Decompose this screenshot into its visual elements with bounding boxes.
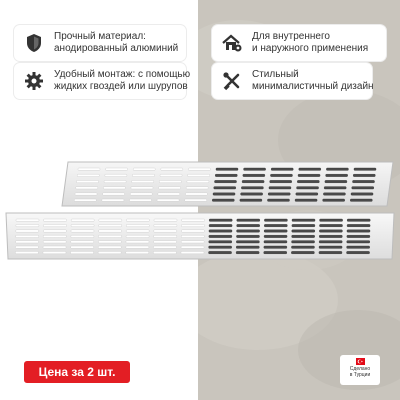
- feature-card-material: [14, 25, 186, 61]
- grille-slot: [71, 219, 94, 221]
- grille-slot: [353, 174, 375, 176]
- grille-slot: [71, 251, 94, 253]
- grille-slot: [299, 168, 321, 170]
- grille-slot: [43, 251, 66, 253]
- grille-slot: [270, 174, 292, 176]
- grille-slot: [209, 251, 232, 253]
- grille-slot: [181, 251, 204, 253]
- grille-slot: [319, 230, 342, 232]
- grille-slot: [103, 193, 125, 195]
- price-badge: [24, 361, 130, 383]
- grille-slot: [153, 251, 176, 253]
- grille-slot: [71, 241, 94, 243]
- grille-slot: [98, 241, 121, 243]
- feature-line: Удобный монтаж: с помощью: [54, 68, 191, 80]
- grille-slot: [77, 180, 99, 182]
- grille-slot: [243, 174, 265, 176]
- grille-slot: [188, 174, 210, 176]
- grille-slot: [319, 241, 342, 243]
- grille-slot: [319, 246, 342, 248]
- grille-slot: [209, 241, 232, 243]
- grille-slot: [296, 193, 318, 195]
- grille-slot: [297, 180, 319, 182]
- grille-slot: [98, 246, 121, 248]
- grille-slot: [291, 251, 314, 253]
- grille-slot: [181, 224, 204, 226]
- grille-slot: [154, 235, 177, 237]
- grille-slot: [75, 193, 97, 195]
- turkey-flag-icon: [356, 358, 365, 365]
- grille-slot: [161, 168, 183, 170]
- grille-slot: [236, 241, 259, 243]
- feature-card-mounting: [14, 63, 191, 99]
- grille-slot: [323, 193, 345, 195]
- grille-slot: [71, 235, 94, 237]
- grille-slot: [129, 199, 151, 201]
- made-in-line: в Турции: [349, 372, 371, 378]
- grille-slot: [98, 235, 121, 237]
- grille-slot: [126, 230, 149, 232]
- feature-line: минималистичный дизайн: [252, 81, 374, 92]
- grille-slot: [292, 241, 315, 243]
- grille-slot: [214, 187, 236, 189]
- grille-slot: [347, 219, 370, 221]
- grille-slot: [132, 174, 154, 176]
- grille-slot: [292, 219, 315, 221]
- grille-slot: [209, 219, 232, 221]
- grille-slot: [241, 193, 263, 195]
- feature-line: анодированный алюминий: [54, 43, 179, 54]
- grille-slot: [16, 224, 39, 226]
- house-icon: [220, 31, 244, 55]
- grille-slot: [292, 224, 315, 226]
- grille-slot: [99, 230, 122, 232]
- grille-slot: [154, 241, 177, 243]
- grille-slot: [154, 230, 177, 232]
- grille-slot: [326, 168, 348, 170]
- grille-slot: [154, 224, 177, 226]
- grille-slot: [159, 180, 181, 182]
- grille-slot: [267, 199, 289, 201]
- grille-slot: [264, 235, 287, 237]
- ventilation-grille-front: [4, 211, 396, 261]
- grille-slot: [215, 180, 237, 182]
- grille-slot: [126, 246, 149, 248]
- grille-slot: [159, 187, 181, 189]
- grille-slot: [324, 187, 346, 189]
- grille-slot: [102, 199, 124, 201]
- grille-slot: [43, 246, 66, 248]
- grille-slot: [126, 224, 149, 226]
- grille-slot: [298, 174, 320, 176]
- grille-slot: [130, 193, 152, 195]
- grille-slot: [268, 193, 290, 195]
- feature-card-design: [212, 63, 372, 99]
- grille-slot: [264, 230, 287, 232]
- grille-slot: [16, 219, 39, 221]
- feature-text-mounting: [54, 69, 190, 94]
- grille-slot: [236, 235, 259, 237]
- grille-slot: [133, 168, 155, 170]
- grille-slot: [292, 235, 315, 237]
- grille-slot: [126, 241, 149, 243]
- grille-slot: [105, 174, 127, 176]
- grille-slot: [237, 224, 260, 226]
- grille-slot: [15, 251, 38, 253]
- grille-slot: [158, 193, 180, 195]
- grille-slot: [212, 199, 234, 201]
- grille-slot: [295, 199, 317, 201]
- grille-slot: [353, 180, 375, 182]
- grille-slot: [209, 230, 232, 232]
- grille-slot: [350, 199, 372, 201]
- grille-slot: [351, 193, 373, 195]
- grille-slot: [264, 224, 287, 226]
- made-in-text: [350, 366, 371, 378]
- grille-slot: [347, 224, 370, 226]
- grille-slot: [181, 235, 204, 237]
- grille-slot: [236, 246, 259, 248]
- grille-slot: [237, 230, 260, 232]
- grille-slot: [347, 230, 370, 232]
- grille-slot: [131, 187, 153, 189]
- feature-text-usage: [252, 31, 368, 56]
- made-in-badge: [340, 355, 380, 385]
- grille-slot: [103, 187, 125, 189]
- grille-slot: [71, 246, 94, 248]
- grille-slot: [104, 180, 126, 182]
- grille-slot: [106, 168, 128, 170]
- grille-slot: [77, 174, 99, 176]
- grille-slot: [16, 230, 39, 232]
- grille-slot: [181, 241, 204, 243]
- grille-slot: [242, 180, 264, 182]
- grille-slot: [325, 180, 347, 182]
- feature-line: и наружного применения: [252, 43, 369, 54]
- grille-slot: [74, 199, 96, 201]
- grille-slot: [98, 251, 121, 253]
- grille-slot: [188, 168, 210, 170]
- grille-slot: [241, 187, 263, 189]
- grille-slot: [153, 246, 176, 248]
- grille-slot: [347, 235, 370, 237]
- grille-slot: [271, 168, 293, 170]
- grille-slot: [44, 219, 67, 221]
- grille-slot: [269, 187, 291, 189]
- grille-slot: [347, 251, 370, 253]
- gear-icon: [22, 69, 46, 93]
- feature-text-material: [54, 31, 178, 56]
- shield-icon: [22, 31, 46, 55]
- grille-slot: [154, 219, 177, 221]
- grille-slot: [319, 251, 342, 253]
- grille-slot: [76, 187, 98, 189]
- grille-slot: [323, 199, 345, 201]
- grille-slot: [157, 199, 179, 201]
- grille-slot: [126, 219, 149, 221]
- grille-slot: [182, 219, 205, 221]
- grille-slot: [264, 219, 287, 221]
- grille-slot: [216, 168, 238, 170]
- grille-slot: [43, 230, 66, 232]
- grille-slot: [181, 246, 204, 248]
- grille-slot: [160, 174, 182, 176]
- grille-slot: [244, 168, 266, 170]
- grille-slot: [215, 174, 237, 176]
- made-in-line: Сделано: [349, 366, 371, 372]
- grille-slot: [209, 246, 232, 248]
- grille-slot: [320, 219, 343, 221]
- grille-slot: [99, 219, 122, 221]
- grille-slot: [236, 251, 259, 253]
- ventilation-grille-back: [60, 160, 395, 210]
- grille-slot: [209, 235, 232, 237]
- grille-slot: [71, 224, 94, 226]
- grille-slot: [15, 246, 38, 248]
- grille-slot: [264, 251, 287, 253]
- grille-slot: [185, 199, 207, 201]
- grille-slot: [319, 235, 342, 237]
- grille-slot: [237, 219, 260, 221]
- feature-line: жидких гвоздей или шурупов: [54, 81, 188, 92]
- grille-slot: [347, 241, 370, 243]
- grille-slot: [132, 180, 154, 182]
- grille-slot: [354, 168, 376, 170]
- grille-slot: [181, 230, 204, 232]
- grille-slot: [43, 241, 66, 243]
- grille-slot: [78, 168, 100, 170]
- price-badge-label: Цена за 2 шт.: [38, 365, 116, 379]
- feature-line: Стильный: [252, 68, 299, 80]
- grille-slot: [16, 241, 39, 243]
- grille-slot: [187, 180, 209, 182]
- grille-slot: [71, 230, 94, 232]
- grille-slot: [213, 193, 235, 195]
- grille-slot: [186, 187, 208, 189]
- feature-line: Прочный материал:: [54, 30, 146, 42]
- grille-slot: [126, 251, 149, 253]
- grille-slot: [185, 193, 207, 195]
- grille-slot: [297, 187, 319, 189]
- grille-slot: [326, 174, 348, 176]
- feature-card-usage: [212, 25, 386, 61]
- grille-slot: [43, 224, 66, 226]
- grille-slot: [16, 235, 39, 237]
- grille-slot: [240, 199, 262, 201]
- grille-slot: [352, 187, 374, 189]
- grille-slot: [264, 241, 287, 243]
- grille-slot: [292, 230, 315, 232]
- tools-icon: [220, 69, 244, 93]
- feature-text-design: [252, 69, 374, 94]
- grille-slot: [209, 224, 232, 226]
- grille-slot: [291, 246, 314, 248]
- grille-slot: [43, 235, 66, 237]
- grille-slot: [126, 235, 149, 237]
- feature-line: Для внутреннего: [252, 30, 330, 42]
- grille-slot: [264, 246, 287, 248]
- grille-slot: [319, 224, 342, 226]
- grille-slot: [347, 246, 370, 248]
- grille-slot: [270, 180, 292, 182]
- grille-slot: [99, 224, 122, 226]
